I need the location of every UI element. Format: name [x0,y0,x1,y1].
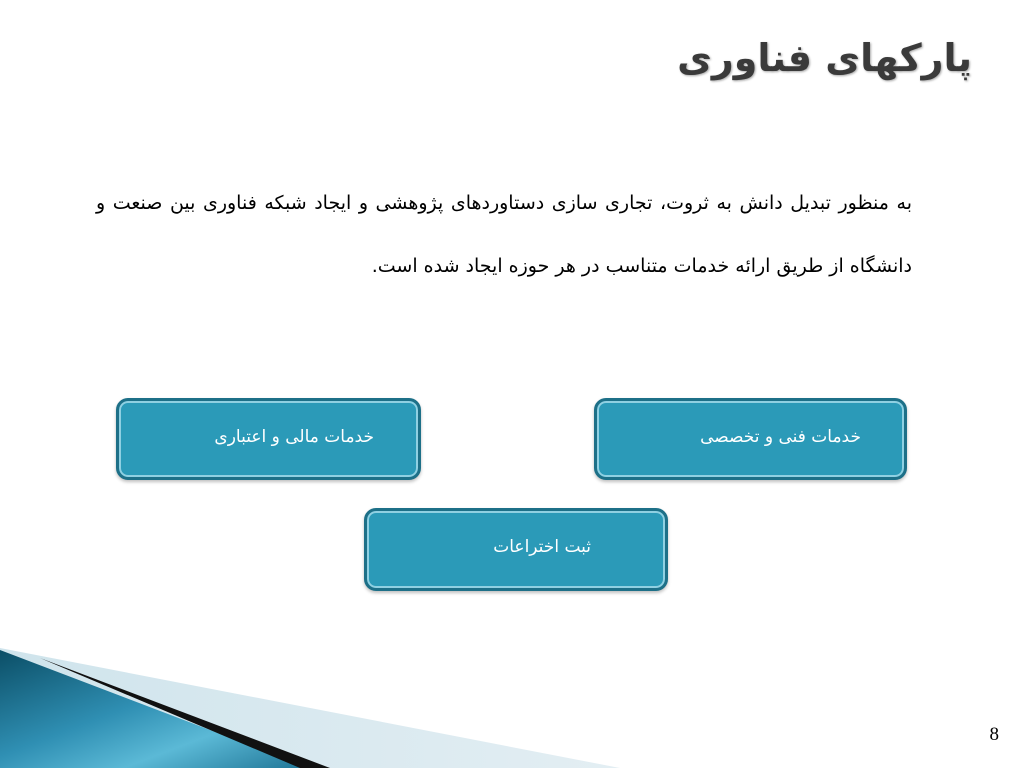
page-number: 8 [989,724,999,745]
financial-services-box [116,398,421,480]
patent-registration-box [364,508,668,591]
technical-services-box [594,398,907,480]
slide-title: پارکهای فناوری [677,36,972,80]
financial-services-label: خدمات مالی و اعتباری [214,427,374,447]
corner-decoration [0,638,620,768]
slide-body-text: به منظور تبدیل دانش به ثروت، تجاری سازی دستاوردهای پژوهشی و ایجاد شبکه فناوری بین صنعت و دانشگاه از طریق ارائه خدمات متناسب در هر حوزه ایجاد شده است. [96,192,912,277]
patent-registration-label: ثبت اختراعات [493,537,591,557]
technical-services-label: خدمات فنی و تخصصی [700,427,861,447]
